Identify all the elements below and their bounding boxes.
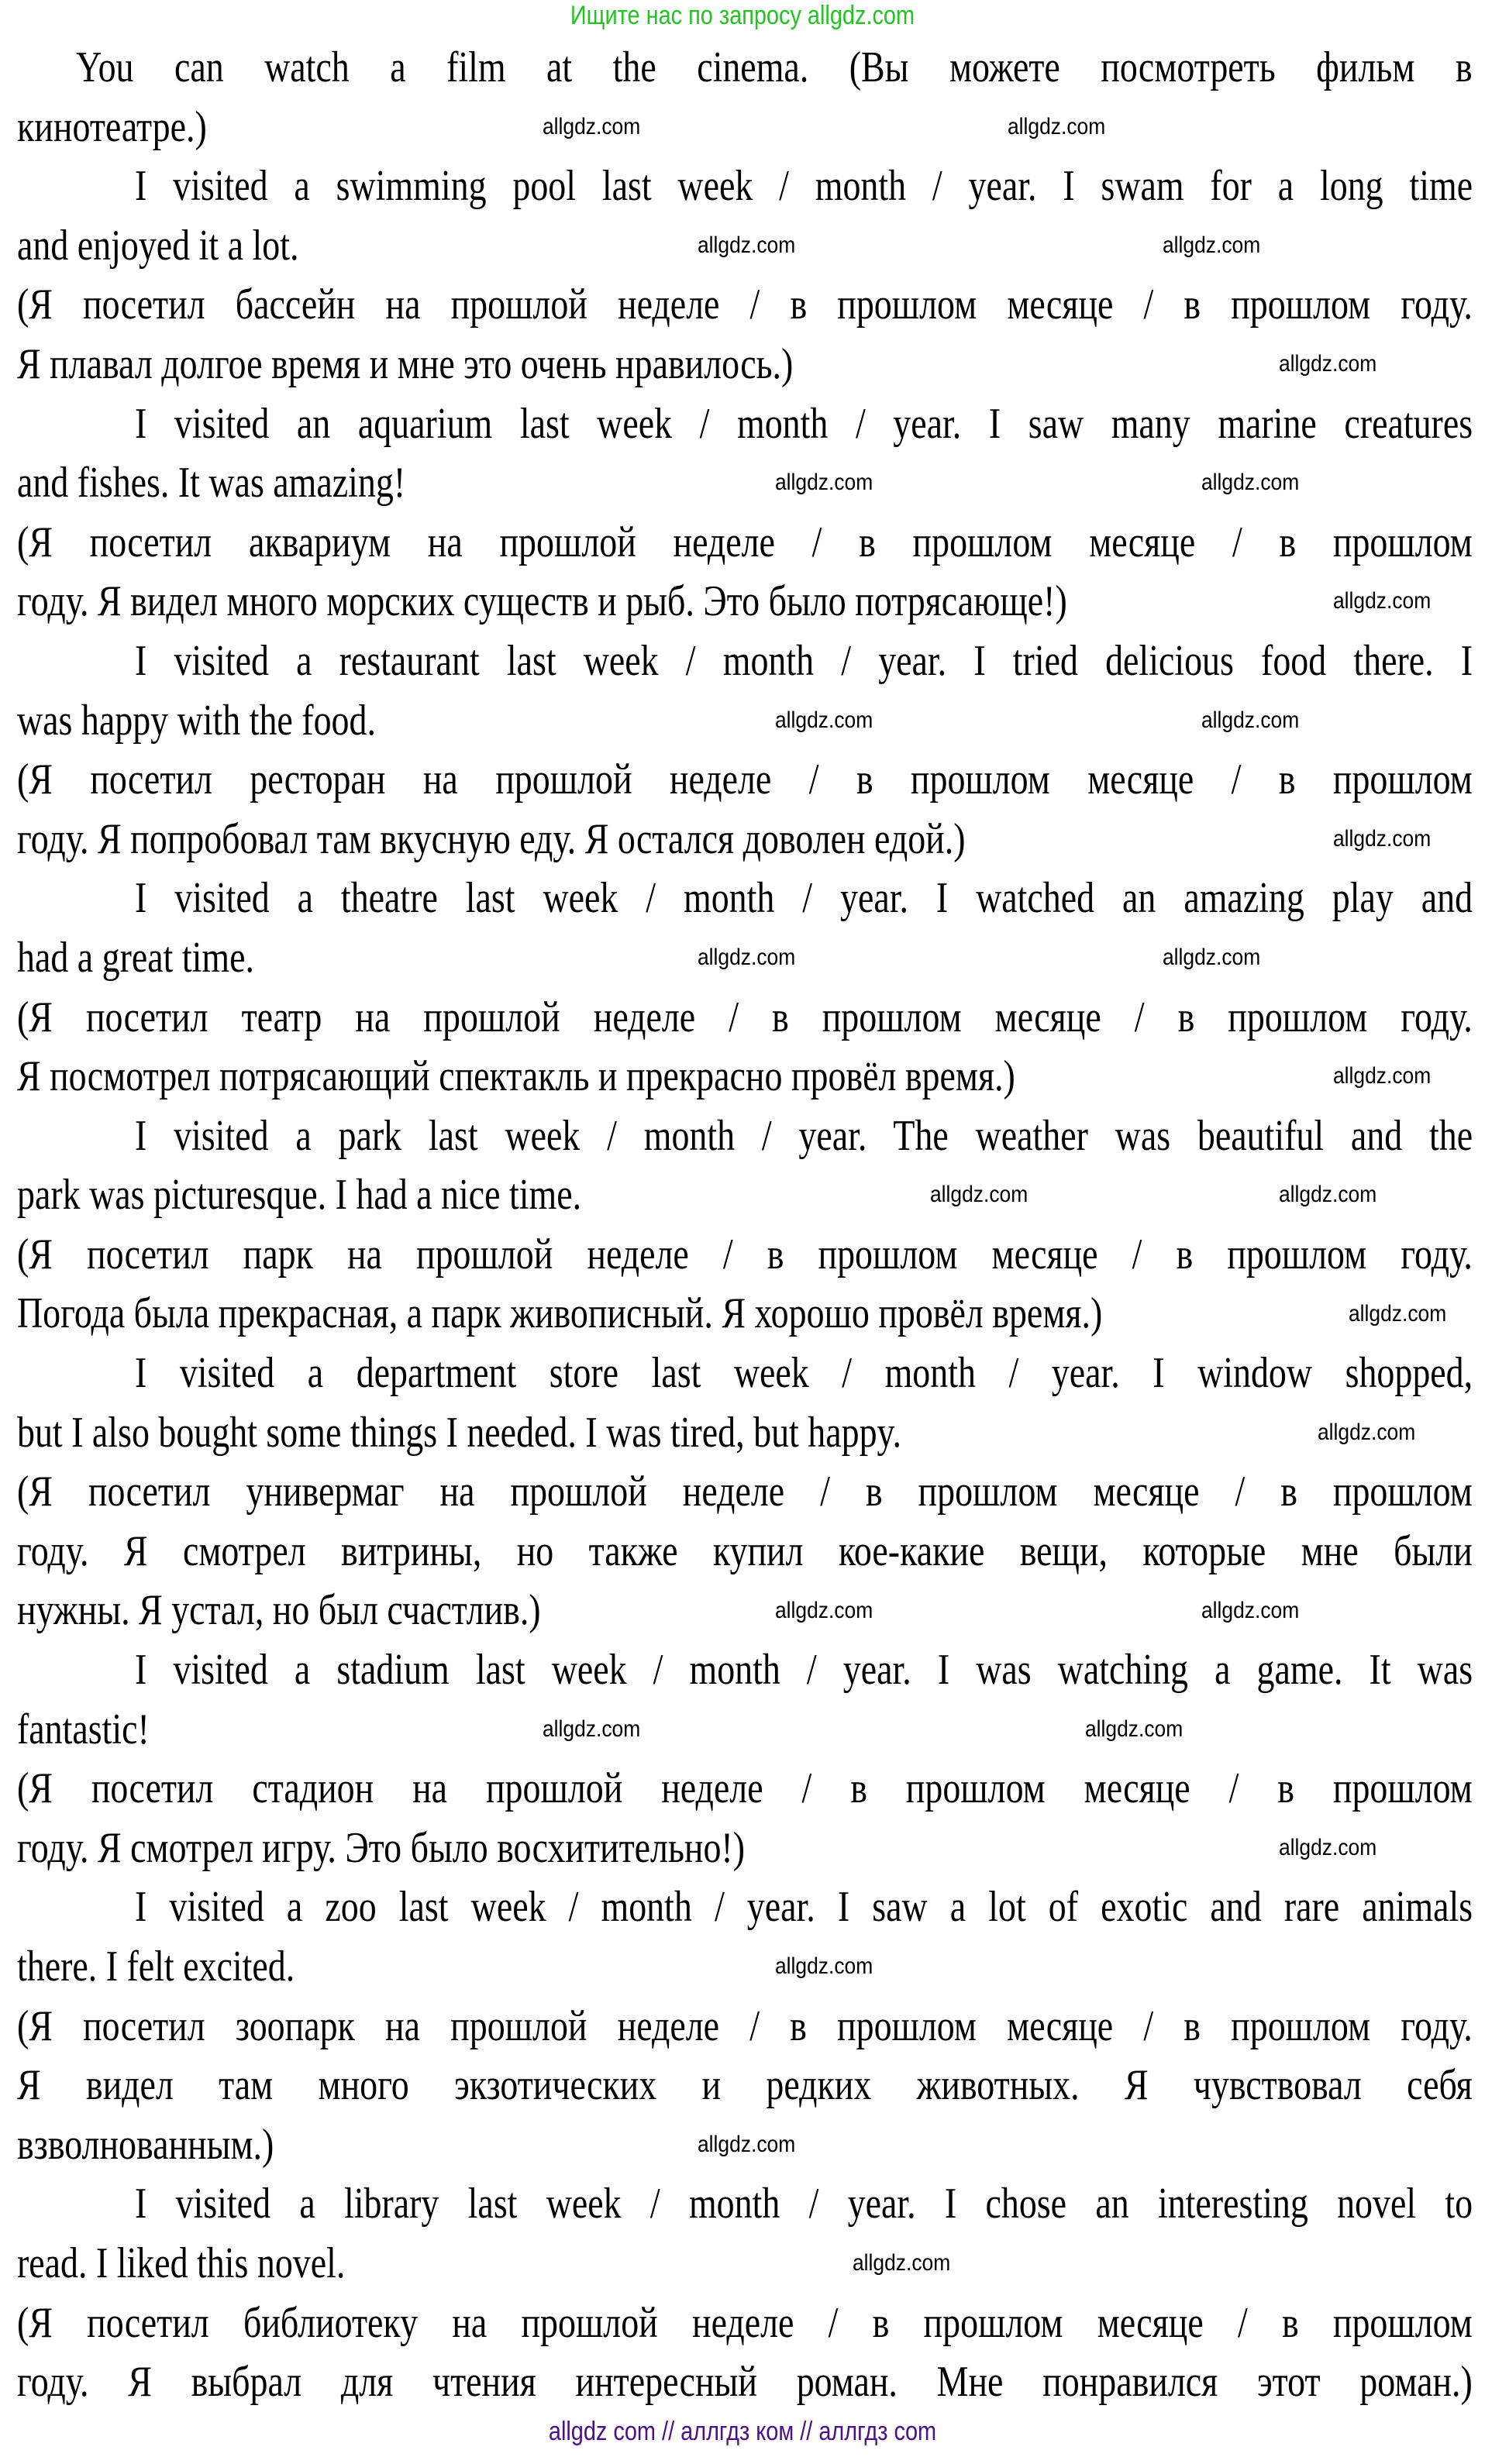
watermark-text: allgdz.com (1201, 707, 1300, 733)
text-line: взволнованным.) (17, 2120, 274, 2169)
watermark-text: allgdz.com (775, 707, 873, 733)
text-line: (Я посетил аквариум на прошлой неделе / в прошлом месяце / в прошлом (17, 518, 1473, 566)
text-line: I visited a department store last week / month / year. I window shopped, (135, 1349, 1473, 1398)
watermark-text: allgdz.com (1349, 1300, 1447, 1327)
text-line: park was picturesque. I had a nice time. (17, 1171, 582, 1220)
text-line: but I also bought some things I needed. I was tired, but happy. (17, 1408, 901, 1457)
text-line: Погода была прекрасная, а парк живописный. Я хорошо провёл время.) (17, 1289, 1103, 1338)
text-line: Я посмотрел потрясающий спектакль и прекрасно провёл время.) (17, 1052, 1015, 1101)
text-line: нужны. Я устал, но был счастлив.) (17, 1586, 541, 1635)
footer-banner: allgdz com // аллгдз ком // аллгдз com (548, 2417, 937, 2446)
watermark-text: allgdz.com (698, 232, 796, 258)
text-line: году. Я попробовал там вкусную еду. Я остался доволен едой.) (17, 814, 966, 863)
text-line: I visited an aquarium last week / month / year. I saw many marine creatures (135, 399, 1473, 448)
watermark-text: allgdz.com (930, 1182, 1028, 1208)
text-line: (Я посетил театр на прошлой неделе / в прошлом месяце / в прошлом году. (17, 993, 1473, 1041)
text-line: was happy with the food. (17, 696, 376, 745)
text-line: You can watch a film at the cinema. (Вы можете посмотреть фильм в (76, 43, 1473, 91)
text-line: (Я посетил универмаг на прошлой неделе / в прошлом месяце / в прошлом (17, 1468, 1473, 1516)
watermark-text: allgdz.com (775, 1597, 873, 1623)
text-line: I visited a restaurant last week / month / year. I tried delicious food there. I (135, 636, 1473, 685)
watermark-text: allgdz.com (853, 2250, 951, 2276)
watermark-text: allgdz.com (1318, 1419, 1416, 1445)
text-line: (Я посетил библиотеку на прошлой неделе / в прошлом месяце / в прошлом (17, 2298, 1473, 2347)
watermark-text: allgdz.com (775, 470, 873, 496)
watermark-text: allgdz.com (1279, 1182, 1377, 1208)
watermark-text: allgdz.com (1279, 351, 1377, 377)
watermark-text: allgdz.com (1333, 1063, 1432, 1089)
watermark-text: allgdz.com (698, 2132, 796, 2157)
text-line: году. Я выбрал для чтения интересный роман. Мне понравился этот роман.) (17, 2358, 1473, 2407)
watermark-text: allgdz.com (543, 1716, 641, 1742)
watermark-text: allgdz.com (1201, 470, 1300, 496)
watermark-text: allgdz.com (1163, 945, 1261, 970)
text-line: I visited a zoo last week / month / year. I saw a lot of exotic and rare animals (135, 1883, 1473, 1932)
text-line: and fishes. It was amazing! (17, 459, 406, 508)
text-line: Я видел там много экзотических и редких животных. Я чувствовал себя (17, 2061, 1473, 2110)
watermark-text: allgdz.com (1085, 1716, 1184, 1742)
watermark-text: allgdz.com (1333, 588, 1432, 614)
text-line: there. I felt excited. (17, 1943, 295, 1991)
text-line: (Я посетил стадион на прошлой неделе / в прошлом месяце / в прошлом (17, 1764, 1473, 1813)
watermark-text: allgdz.com (1279, 1835, 1377, 1860)
watermark-text: allgdz.com (1163, 232, 1261, 258)
text-line: and enjoyed it a lot. (17, 221, 299, 270)
search-banner: Ищите нас по запросу allgdz.com (570, 1, 915, 30)
watermark-text: allgdz.com (1201, 1597, 1300, 1623)
text-line: году. Я смотрел витрины, но также купил кое-какие вещи, которые мне были (17, 1526, 1473, 1575)
text-line: Я плавал долгое время и мне это очень нравилось.) (17, 339, 794, 388)
text-line: году. Я видел много морских существ и рыб. Это было потрясающе!) (17, 577, 1067, 626)
text-line: I visited a stadium last week / month / year. I was watching a game. It was (135, 1646, 1473, 1695)
text-line: I visited a swimming pool last week / month / year. I swam for a long time (135, 162, 1473, 211)
text-line: had a great time. (17, 933, 255, 982)
text-line: I visited a park last week / month / year. The weather was beautiful and the (135, 1111, 1473, 1160)
text-line: году. Я смотрел игру. Это было восхитительно!) (17, 1823, 746, 1872)
watermark-text: allgdz.com (1333, 825, 1432, 852)
text-line: fantastic! (17, 1705, 150, 1753)
text-line: (Я посетил парк на прошлой неделе / в прошлом месяце / в прошлом году. (17, 1230, 1473, 1278)
text-line: (Я посетил ресторан на прошлой неделе / в прошлом месяце / в прошлом (17, 755, 1473, 804)
text-line: (Я посетил бассейн на прошлой неделе / в прошлом месяце / в прошлом году. (17, 280, 1473, 329)
text-line: read. I liked this novel. (17, 2239, 346, 2287)
watermark-text: allgdz.com (543, 113, 641, 139)
text-line: (Я посетил зоопарк на прошлой неделе / в прошлом месяце / в прошлом году. (17, 2001, 1473, 2050)
watermark-text: allgdz.com (698, 945, 796, 970)
watermark-text: allgdz.com (775, 1953, 873, 1980)
document-body (17, 38, 1473, 2412)
text-line: I visited a theatre last week / month / year. I watched an amazing play and (135, 874, 1473, 923)
text-line: кинотеатре.) (17, 102, 207, 151)
watermark-text: allgdz.com (1008, 113, 1106, 139)
text-line: I visited a library last week / month / year. I chose an interesting novel to (135, 2180, 1473, 2228)
